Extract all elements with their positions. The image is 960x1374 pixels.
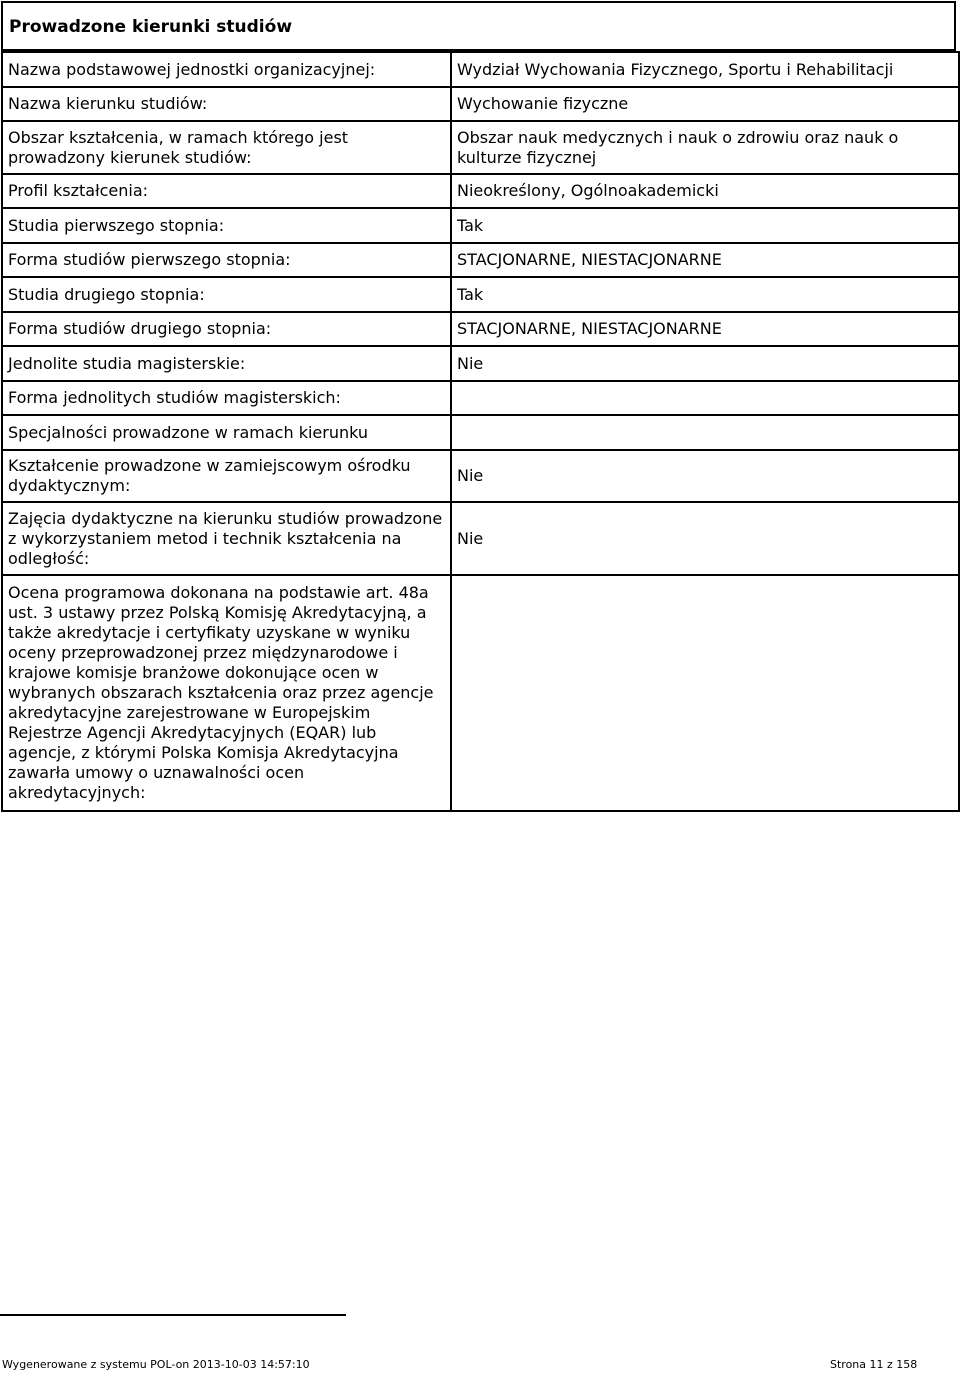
row-value xyxy=(451,415,959,450)
row-label: Profil kształcenia: xyxy=(2,174,451,208)
row-value xyxy=(451,575,959,811)
row-label: Obszar kształcenia, w ramach którego jest prowadzony kierunek studiów: xyxy=(2,121,451,174)
table-row xyxy=(2,502,959,575)
row-label: Nazwa podstawowej jednostki organizacyjnej: xyxy=(2,52,451,87)
section-title: Prowadzone kierunki studiów xyxy=(1,1,956,51)
info-table xyxy=(1,51,960,812)
table-row xyxy=(2,450,959,502)
table-row xyxy=(2,208,959,243)
row-value: Wydział Wychowania Fizycznego, Sportu i Rehabilitacji xyxy=(451,52,959,87)
row-label: Jednolite studia magisterskie: xyxy=(2,346,451,381)
footer-page-number: Strona 11 z 158 xyxy=(830,1358,918,1371)
table-row xyxy=(2,381,959,415)
table-row xyxy=(2,121,959,174)
table-row xyxy=(2,575,959,811)
row-value: STACJONARNE, NIESTACJONARNE xyxy=(451,312,959,346)
row-value: Tak xyxy=(451,208,959,243)
row-value: Tak xyxy=(451,277,959,312)
row-value xyxy=(451,381,959,415)
footer-divider xyxy=(0,1314,346,1316)
table-row xyxy=(2,415,959,450)
table-row xyxy=(2,87,959,121)
row-label: Forma studiów drugiego stopnia: xyxy=(2,312,451,346)
row-label: Ocena programowa dokonana na podstawie art. 48a ust. 3 ustawy przez Polską Komisję Akredytacyjną, a także akredytacje i certyfikaty uzyskane w wyniku oceny przeprowadzonej przez międzynarodowe i krajowe komisje branżowe dokonujące ocen w wybranych obszarach kształcenia oraz przez agencje akredytacyjne zarejestrowane w Europejskim Rejestrze Agencji Akredytacyjnych (EQAR) lub agencje, z którymi Polska Komisja Akredytacyjna zawarła umowy o uznawalności ocen akredytacyjnych: xyxy=(2,575,451,811)
row-value: Wychowanie fizyczne xyxy=(451,87,959,121)
row-label: Studia drugiego stopnia: xyxy=(2,277,451,312)
row-label: Forma jednolitych studiów magisterskich: xyxy=(2,381,451,415)
row-value: Nie xyxy=(451,346,959,381)
table-row xyxy=(2,277,959,312)
row-label: Forma studiów pierwszego stopnia: xyxy=(2,243,451,277)
table-row xyxy=(2,243,959,277)
row-value: Nieokreślony, Ogólnoakademicki xyxy=(451,174,959,208)
row-value: Nie xyxy=(451,450,959,502)
row-label: Kształcenie prowadzone w zamiejscowym ośrodku dydaktycznym: xyxy=(2,450,451,502)
row-value: Obszar nauk medycznych i nauk o zdrowiu oraz nauk o kulturze fizycznej xyxy=(451,121,959,174)
row-label: Specjalności prowadzone w ramach kierunku xyxy=(2,415,451,450)
row-label: Nazwa kierunku studiów: xyxy=(2,87,451,121)
table-row xyxy=(2,52,959,87)
row-value: STACJONARNE, NIESTACJONARNE xyxy=(451,243,959,277)
row-label: Zajęcia dydaktyczne na kierunku studiów prowadzone z wykorzystaniem metod i technik kształcenia na odległość: xyxy=(2,502,451,575)
row-value: Nie xyxy=(451,502,959,575)
table-row xyxy=(2,312,959,346)
table-row xyxy=(2,174,959,208)
table-row xyxy=(2,346,959,381)
row-label: Studia pierwszego stopnia: xyxy=(2,208,451,243)
footer-generated: Wygenerowane z systemu POL-on 2013-10-03 14:57:10 xyxy=(2,1358,310,1371)
